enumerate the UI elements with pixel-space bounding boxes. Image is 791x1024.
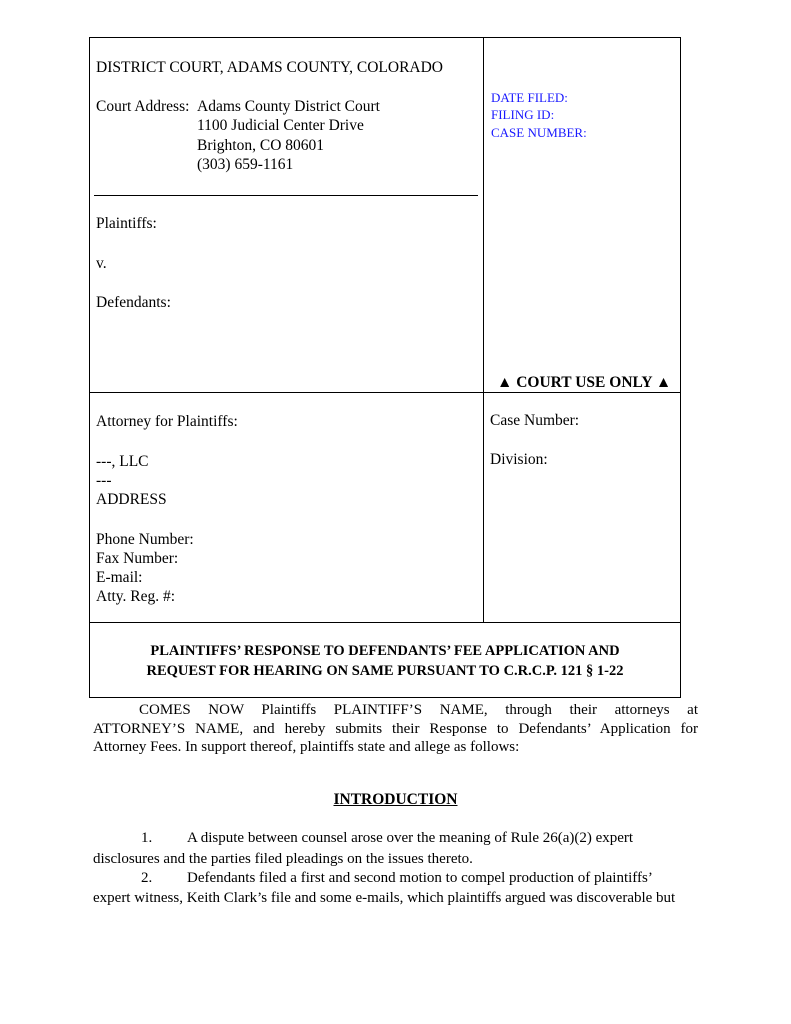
attorney-name: --- — [96, 472, 112, 489]
court-address-line-3: Brighton, CO 80601 — [197, 137, 325, 154]
court-use-only-label: ▲ COURT USE ONLY ▲ — [497, 374, 672, 391]
phone-number-label: Phone Number: — [96, 531, 194, 548]
paragraph-1-line-1: A dispute between counsel arose over the meaning of Rule 26(a)(2) expert — [187, 830, 634, 846]
opening-line-2: ATTORNEY’S NAME, and hereby submits their Response to Defendants’ Application for — [93, 720, 698, 737]
caption-title-divider — [89, 622, 681, 623]
opening-line-3: Attorney Fees. In support thereof, plaintiffs state and allege as follows: — [93, 739, 520, 755]
attorney-address: ADDRESS — [96, 491, 167, 508]
paragraph-2-line-2: expert witness, Keith Clark’s file and some e-mails, which plaintiffs argued was discoverable but — [93, 890, 676, 906]
opening-line-1: COMES NOW Plaintiffs PLAINTIFF’S NAME, through their attorneys at — [139, 702, 698, 718]
caption-party-divider — [94, 195, 478, 196]
paragraph-2-number: 2. — [141, 870, 153, 886]
plaintiffs-label: Plaintiffs: — [96, 215, 157, 232]
paragraph-1-number: 1. — [141, 830, 153, 846]
caption-vertical-divider — [483, 37, 484, 623]
atty-reg-label: Atty. Reg. #: — [96, 588, 176, 605]
case-number-label: Case Number: — [490, 412, 580, 429]
case-number-filed-label: CASE NUMBER: — [491, 125, 587, 140]
defendants-label: Defendants: — [96, 294, 171, 311]
caption-box — [89, 37, 681, 698]
court-phone: (303) 659-1161 — [197, 156, 294, 173]
court-address-line-2: 1100 Judicial Center Drive — [197, 117, 364, 134]
filing-id-label: FILING ID: — [491, 107, 555, 122]
attorney-firm: ---, LLC — [96, 453, 149, 470]
document-title-line-1: PLAINTIFFS’ RESPONSE TO DEFENDANTS’ FEE APPLICATION AND — [150, 643, 620, 659]
paragraph-2-line-1: Defendants filed a first and second motion to compel production of plaintiffs’ — [187, 870, 653, 886]
versus-label: v. — [96, 255, 107, 272]
email-label: E-mail: — [96, 569, 143, 586]
attorney-label: Attorney for Plaintiffs: — [96, 413, 238, 430]
division-label: Division: — [490, 451, 548, 468]
caption-attorney-divider — [89, 392, 681, 393]
fax-number-label: Fax Number: — [96, 550, 179, 567]
court-address-line-1: Adams County District Court — [197, 98, 380, 115]
document-title-line-2: REQUEST FOR HEARING ON SAME PURSUANT TO C.R.C.P. 121 § 1-22 — [146, 663, 624, 679]
paragraph-1-line-2: disclosures and the parties filed pleadings on the issues thereto. — [93, 851, 473, 867]
section-heading: INTRODUCTION — [333, 791, 458, 808]
date-filed-label: DATE FILED: — [491, 90, 568, 105]
court-address-label: Court Address: — [96, 98, 190, 115]
opening-paragraph — [93, 701, 698, 757]
court-name: DISTRICT COURT, ADAMS COUNTY, COLORADO — [96, 59, 443, 76]
